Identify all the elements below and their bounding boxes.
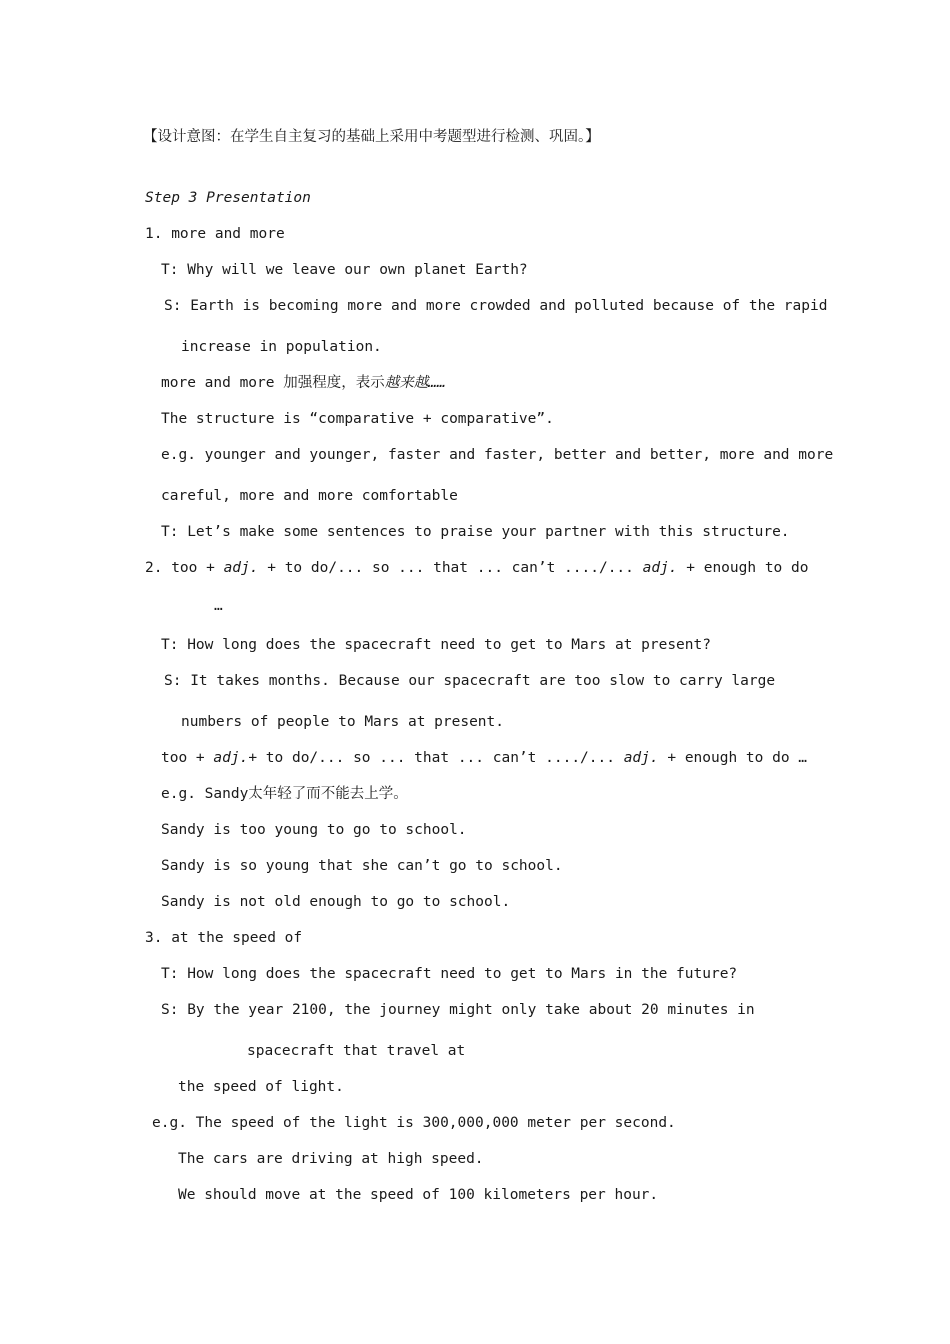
- note-italic: 越来越……: [384, 375, 446, 391]
- section-3-student-answer-cont: spacecraft that travel at: [247, 1043, 466, 1059]
- pattern-part: + to do/... so ... that ... can’t ..../...: [248, 750, 624, 766]
- section-2-student-answer-cont: numbers of people to Mars at present.: [181, 714, 505, 730]
- section-3-example-1: e.g. The speed of the light is 300,000,000 meter per second.: [152, 1115, 676, 1131]
- section-3-example-2: The cars are driving at high speed.: [178, 1151, 484, 1167]
- heading-adj: adj.: [223, 560, 259, 576]
- section-1-teacher-task: T: Let’s make some sentences to praise your partner with this structure.: [161, 524, 790, 540]
- pattern-part: + enough to do …: [658, 750, 808, 766]
- section-1-student-answer: S: Earth is becoming more and more crowded and polluted because of the rapid: [164, 298, 828, 314]
- section-1-example-cont: careful, more and more comfortable: [161, 488, 458, 504]
- section-2-sentence-1: Sandy is too young to go to school.: [161, 822, 467, 838]
- pattern-adj: adj.: [213, 750, 249, 766]
- section-1-student-answer-cont: increase in population.: [181, 339, 382, 355]
- section-2-example-cn: e.g. Sandy太年轻了而不能去上学。: [161, 786, 408, 802]
- heading-part: + to do/... so ... that ... can’t ..../...: [258, 560, 643, 576]
- section-3-example-3: We should move at the speed of 100 kilometers per hour.: [178, 1187, 659, 1203]
- section-1-structure: The structure is “comparative + comparative”.: [161, 411, 554, 427]
- section-2-heading-ellipsis: …: [214, 598, 223, 614]
- section-3-student-answer: S: By the year 2100, the journey might only take about 20 minutes in: [161, 1002, 755, 1018]
- section-1-example: e.g. younger and younger, faster and faster, better and better, more and more: [161, 447, 834, 463]
- heading-part: + enough to do: [677, 560, 809, 576]
- note-prefix: more and more 加强程度，表示: [161, 375, 385, 391]
- design-intent-note: 【设计意图：在学生自主复习的基础上采用中考题型进行检测、巩固。】: [143, 129, 600, 145]
- heading-adj: adj.: [642, 560, 678, 576]
- heading-part: 2. too +: [145, 560, 224, 576]
- section-3-heading: 3. at the speed of: [145, 930, 303, 946]
- section-2-sentence-3: Sandy is not old enough to go to school.: [161, 894, 511, 910]
- section-1-teacher-question: T: Why will we leave our own planet Earth?: [161, 262, 528, 278]
- section-3-student-answer-end: the speed of light.: [178, 1079, 344, 1095]
- step-title: Step 3 Presentation: [145, 190, 311, 206]
- section-2-heading: [145, 559, 808, 577]
- section-2-pattern: [161, 749, 807, 767]
- section-2-teacher-question: T: How long does the spacecraft need to get to Mars at present?: [161, 637, 711, 653]
- section-3-teacher-question: T: How long does the spacecraft need to get to Mars in the future?: [161, 966, 738, 982]
- pattern-part: too +: [161, 750, 214, 766]
- section-2-sentence-2: Sandy is so young that she can’t go to school.: [161, 858, 563, 874]
- section-1-note: [161, 374, 446, 392]
- section-1-heading: 1. more and more: [145, 226, 285, 242]
- pattern-adj: adj.: [623, 750, 659, 766]
- section-2-student-answer: S: It takes months. Because our spacecraft are too slow to carry large: [164, 673, 776, 689]
